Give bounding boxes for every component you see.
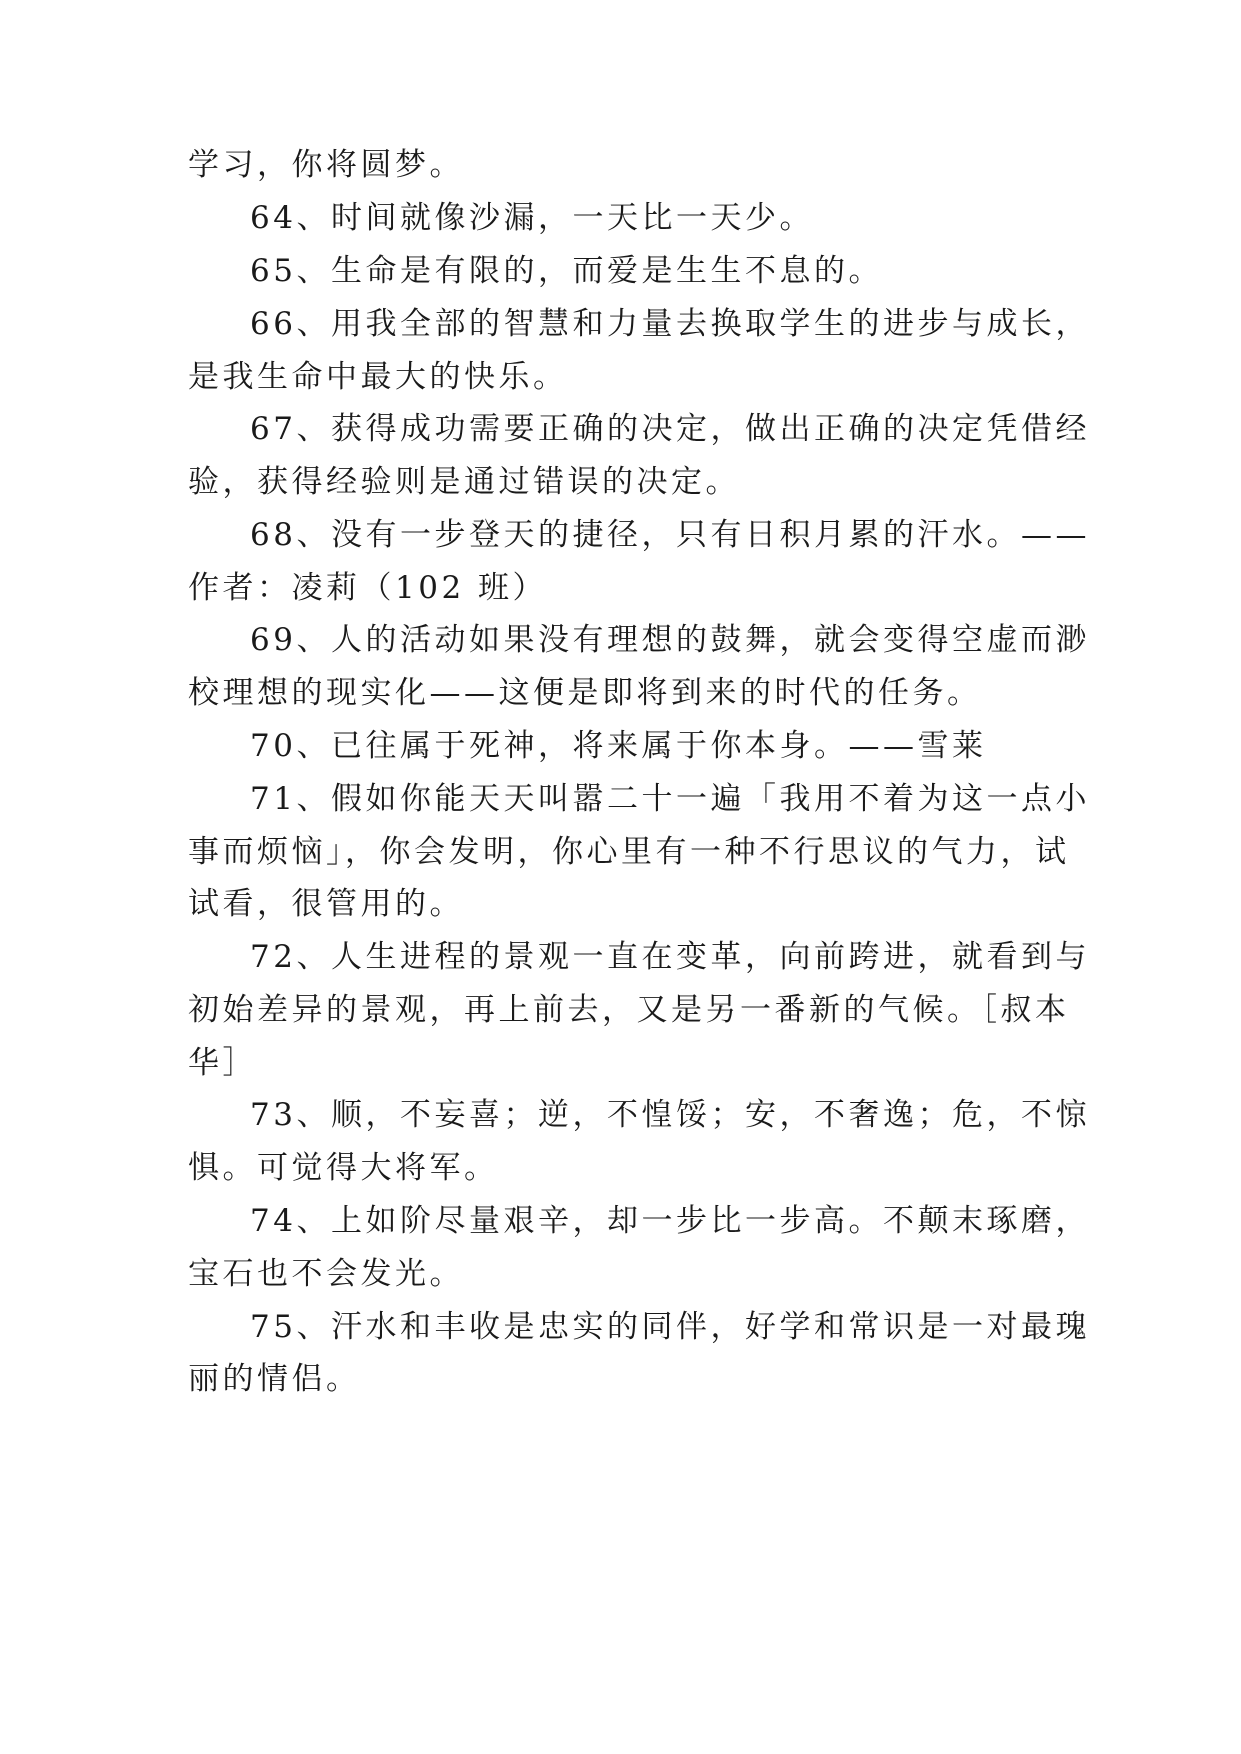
text-line: 70、已往属于死神，将来属于你本身。——雪莱 (250, 728, 987, 764)
text-line: 事而烦恼」，你会发明，你心里有一种不行思议的气力，试 (188, 834, 1070, 870)
text-line: 丽的情侣。 (188, 1361, 361, 1397)
text-line: 作者：凌莉（102 班） (188, 570, 548, 606)
text-line: 71、假如你能天天叫嚣二十一遍「我用不着为这一点小 (250, 781, 1090, 817)
text-line: 75、汗水和丰收是忠实的同伴，好学和常识是一对最瑰 (250, 1309, 1090, 1345)
text-line: 试看，很管用的。 (188, 886, 464, 922)
text-line: 68、没有一步登天的捷径，只有日积月累的汗水。—— (250, 517, 1090, 553)
text-line: 是我生命中最大的快乐。 (188, 359, 568, 395)
text-line: 69、人的活动如果没有理想的鼓舞，就会变得空虚而渺 (250, 622, 1090, 658)
text-line: 校理想的现实化——这便是即将到来的时代的任务。 (188, 675, 982, 711)
text-line: 验，获得经验则是通过错误的决定。 (188, 464, 740, 500)
text-line: 73、顺，不妄喜；逆，不惶馁；安，不奢逸；危，不惊 (250, 1097, 1090, 1133)
text-line: 初始差异的景观，再上前去，又是另一番新的气候。［叔本 (188, 992, 1070, 1028)
text-line: 64、时间就像沙漏，一天比一天少。 (250, 200, 814, 236)
text-line: 72、人生进程的景观一直在变革，向前跨进，就看到与 (250, 939, 1090, 975)
text-line: 学习，你将圆梦。 (188, 147, 464, 183)
text-line: 华］ (188, 1045, 257, 1081)
text-line: 67、获得成功需要正确的决定，做出正确的决定凭借经 (250, 411, 1090, 447)
text-line: 65、生命是有限的，而爱是生生不息的。 (250, 253, 883, 289)
text-line: 74、上如阶尽量艰辛，却一步比一步高。不颠末琢磨， (250, 1203, 1090, 1239)
text-line: 66、用我全部的智慧和力量去换取学生的进步与成长， (250, 306, 1090, 342)
text-line: 惧。可觉得大将军。 (188, 1150, 499, 1186)
text-line: 宝石也不会发光。 (188, 1256, 464, 1292)
